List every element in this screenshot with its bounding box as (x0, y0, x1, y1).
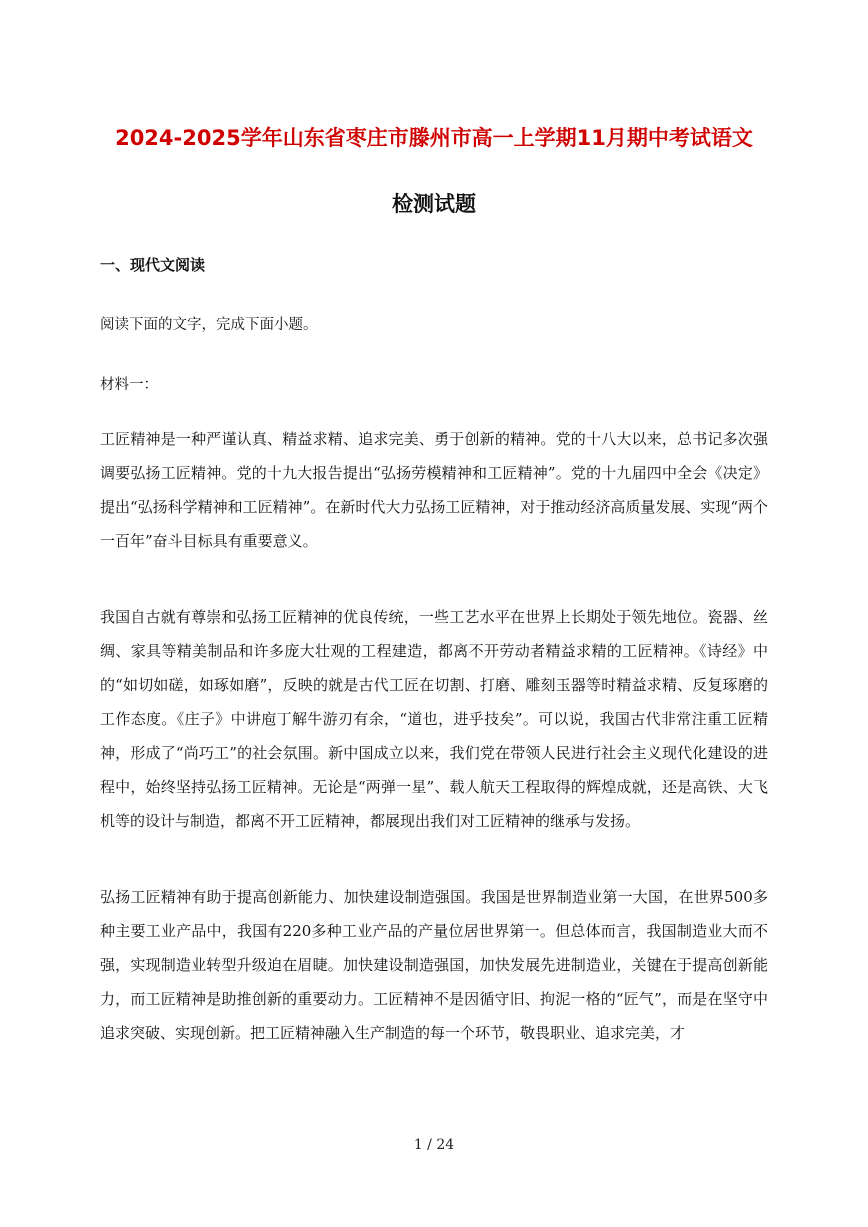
document-title-line-2: 检测试题 (392, 192, 476, 216)
section-heading: 一、现代文阅读 (100, 256, 206, 274)
body-paragraph: 弘扬工匠精神有助于提高创新能力、加快建设制造强国。我国是世界制造业第一大国，在世界500多种主要工业产品中，我国有220多种工业产品的产量位居世界第一。但总体而言，我国制造业大而不强，实现制造业转型升级迫在眉睫。加快建设制造强国，加快发展先进制造业，关键在于提高创新能力，而工匠精神是助推创新的重要动力。工匠精神不是因循守旧、拘泥一格的“匠气”，而是在坚守中追求突破、实现创新。把工匠精神融入生产制造的每一个环节，敬畏职业、追求完美，才 (100, 888, 768, 1042)
material-label: 材料一： (100, 377, 158, 393)
document-title-line-1: 2024-2025学年山东省枣庄市滕州市高一上学期11月期中考试语文 (115, 126, 753, 150)
body-paragraph: 我国自古就有尊崇和弘扬工匠精神的优良传统，一些工艺水平在世界上长期处于领先地位。瓷器、丝绸、家具等精美制品和许多庞大壮观的工程建造，都离不开劳动者精益求精的工匠精神。《诗经》中的“如切如磋，如琢如磨”，反映的就是古代工匠在切割、打磨、雕刻玉器等时精益求精、反复琢磨的工作态度。《庄子》中讲庖丁解牛游刃有余，“道也，进乎技矣”。可以说，我国古代非常注重工匠精神，形成了“尚巧工”的社会氛围。新中国成立以来，我们党在带领人民进行社会主义现代化建设的进程中，始终坚持弘扬工匠精神。无论是“两弹一星”、载人航天工程取得的辉煌成就，还是高铁、大飞机等的设计与制造，都离不开工匠精神，都展现出我们对工匠精神的继承与发扬。 (100, 608, 768, 830)
page-indicator: 1 / 24 (413, 1137, 455, 1153)
instruction-text: 阅读下面的文字，完成下面小题。 (100, 317, 318, 333)
body-paragraph: 工匠精神是一种严谨认真、精益求精、追求完美、勇于创新的精神。党的十八大以来，总书记多次强调要弘扬工匠精神。党的十九大报告提出“弘扬劳模精神和工匠精神”。党的十九届四中全会《决定》提出“弘扬科学精神和工匠精神”。在新时代大力弘扬工匠精神，对于推动经济高质量发展、实现“两个一百年”奋斗目标具有重要意义。 (100, 430, 769, 550)
